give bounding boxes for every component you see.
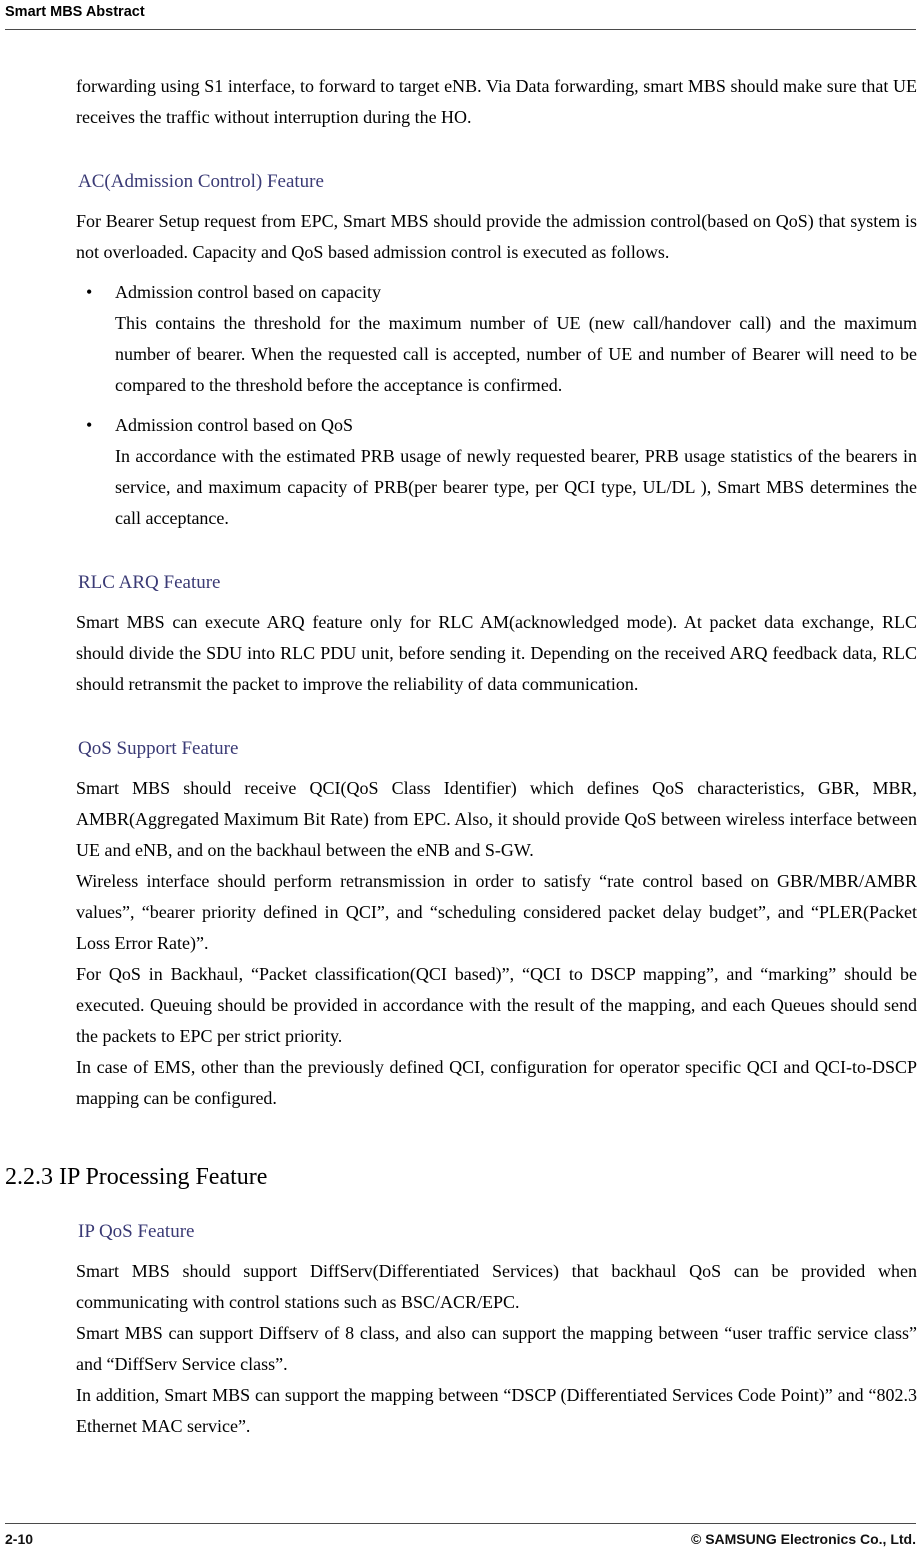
feature-heading-admission-control: AC(Admission Control) Feature [78,171,324,192]
page-header [0,0,921,30]
bullet-text [115,410,917,534]
bullet-title: Admission control based on capacity [115,282,381,302]
footer-page-number: 2-10 [5,1531,34,1547]
paragraph: Smart MBS should support DiffServ(Differentiated Services) that backhaul QoS can be provided when communicating with control stations such as BSC/ACR/EPC. [76,1261,917,1312]
section-heading-ip-processing: 2.2.3 IP Processing Feature [5,1164,268,1190]
bullet-text [115,277,917,401]
paragraph: In addition, Smart MBS can support the mapping between “DSCP (Differentiated Services Code Point)” and “802.3 Ethernet MAC service”. [76,1385,917,1436]
bullet-icon: • [86,282,93,302]
page-content [0,30,921,1442]
paragraph: In case of EMS, other than the previously defined QCI, configuration for operator specific QCI and QCI-to-DSCP mapping can be configured. [76,1057,917,1108]
bullet-body: In accordance with the estimated PRB usage of newly requested bearer, PRB usage statistics of the bearers in service, and maximum capacity of PRB(per bearer type, per QCI type, UL/DL ), Smart MBS determines the call acceptance. [115,446,917,528]
paragraph: Smart MBS should receive QCI(QoS Class Identifier) which defines QoS characteristics, GBR, MBR, AMBR(Aggregated Maximum Bit Rate) from EPC. Also, it should provide QoS between wireless interface between UE and eNB, and on the backhaul between the eNB and S-GW. [76,778,917,860]
intro-paragraph: forwarding using S1 interface, to forward to target eNB. Via Data forwarding, smart MBS should make sure that UE receives the traffic without interruption during the HO. [76,76,917,127]
feature-heading-rlc-arq: RLC ARQ Feature [78,572,221,593]
feature-heading-ip-qos: IP QoS Feature [78,1221,195,1242]
bullet-title: Admission control based on QoS [115,415,353,435]
paragraph: Smart MBS can execute ARQ feature only for RLC AM(acknowledged mode). At packet data exchange, RLC should divide the SDU into RLC PDU unit, before sending it. Depending on the received ARQ feedback data, RLC should retransmit the packet to improve the reliability of data communication. [76,612,917,694]
feature-heading-qos-support: QoS Support Feature [78,738,239,759]
footer-row [5,1531,916,1547]
bullet-item [86,410,917,534]
footer-rule [5,1523,916,1524]
paragraph: Smart MBS can support Diffserv of 8 class, and also can support the mapping between “user traffic service class” and “DiffServ Service class”. [76,1323,917,1374]
page-footer [0,1523,921,1553]
paragraph: Wireless interface should perform retransmission in order to satisfy “rate control based on GBR/MBR/AMBR values”, “bearer priority defined in QCI”, and “scheduling considered packet delay budget”, and “PLER(Packet Loss Error Rate)”. [76,871,917,953]
header-title: Smart MBS Abstract [5,4,145,20]
paragraph: For Bearer Setup request from EPC, Smart MBS should provide the admission control(based on QoS) that system is not overloaded. Capacity and QoS based admission control is executed as follows. [76,211,917,262]
bullet-item [86,277,917,401]
bullet-body: This contains the threshold for the maximum number of UE (new call/handover call) and the maximum number of bearer. When the requested call is accepted, number of UE and number of Bearer will need to be compared to the threshold before the acceptance is confirmed. [115,313,917,395]
bullet-icon: • [86,415,93,435]
footer-copyright: © SAMSUNG Electronics Co., Ltd. [690,1531,916,1547]
paragraph: For QoS in Backhaul, “Packet classification(QCI based)”, “QCI to DSCP mapping”, and “marking” should be executed. Queuing should be provided in accordance with the result of the mapping, and each Queues should send the packets to EPC per strict priority. [76,964,917,1046]
